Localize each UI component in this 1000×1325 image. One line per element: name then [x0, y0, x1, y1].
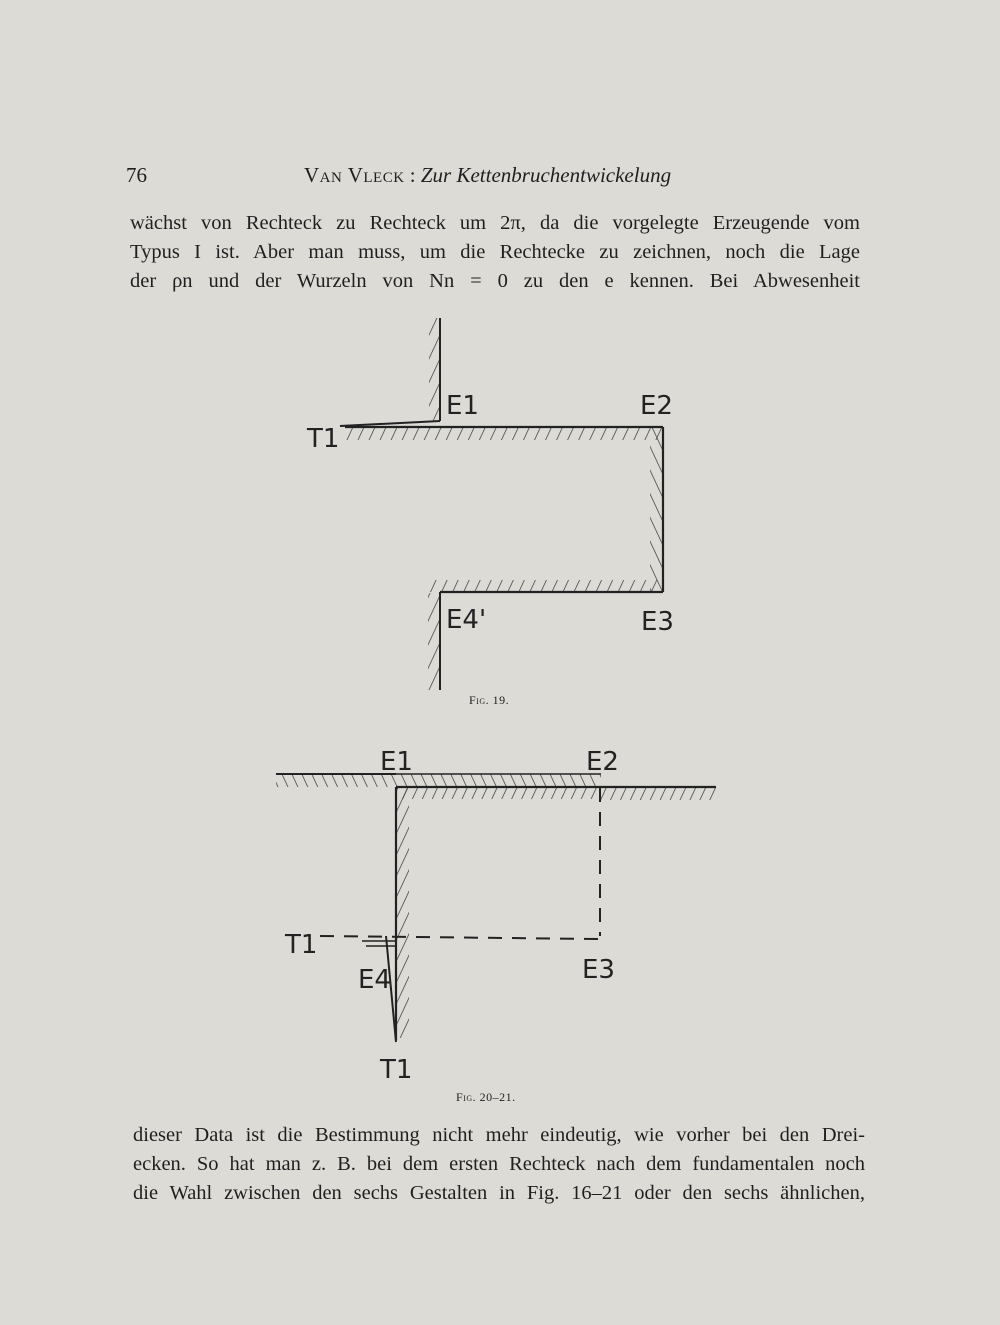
fig19-label-e2: E2 [640, 391, 673, 421]
fig20-label-e1: E1 [380, 747, 413, 777]
fig20-hatch-vertical [396, 788, 409, 1038]
fig19-label-e4: E4' [446, 605, 487, 635]
article-title: Zur Kettenbruchentwickelung [420, 163, 672, 187]
text-line: Typus I ist. Aber man muss, um die Rechtecke zu zeichnen, noch die Lage [130, 241, 860, 263]
fig20-hatch-middle-lower [396, 787, 601, 799]
fig20-label-t1-bottom: T1 [380, 1055, 413, 1085]
fig20-label-e3: E3 [582, 955, 615, 985]
fig20-21-caption: Fig. 20–21. [456, 1090, 516, 1104]
fig20-dashed-bottom [320, 936, 600, 939]
fig19-label-e1: E1 [446, 391, 479, 421]
author-name: Van Vleck [304, 163, 405, 187]
text-line: dieser Data ist die Bestimmung nicht mehr eindeutig, wie vorher bei den Drei- [133, 1124, 865, 1146]
text-line: der ρn und der Wurzeln von Nn = 0 zu den e kennen. Bei Abwesenheit [130, 270, 860, 292]
fig19-caption: Fig. 19. [469, 693, 510, 707]
text-line: die Wahl zwischen den sechs Gestalten in Fig. 16–21 oder den sechs ähnlichen, [133, 1182, 865, 1204]
fig20-label-e4: E4 [358, 965, 391, 995]
fig20-hatch-left [276, 774, 396, 787]
text-line: ecken. So hat man z. B. bei dem ersten Rechteck nach dem fundamentalen noch [133, 1153, 865, 1175]
fig19-label-e3: E3 [641, 607, 674, 637]
title-separator: : [404, 163, 421, 187]
page-number: 76 [126, 163, 147, 187]
paragraph-bottom [133, 1121, 865, 1208]
fig20-label-t1-left: T1 [285, 930, 318, 960]
fig20-hatch-middle [396, 774, 601, 787]
fig20-label-e2: E2 [586, 747, 619, 777]
fig20-drawing [276, 774, 716, 1042]
text-line: wächst von Rechteck zu Rechteck um 2π, da die vorgelegte Erzeugende vom [130, 212, 860, 234]
fig20-hatch-right [601, 787, 716, 800]
fig19-label-t1: T1 [307, 424, 340, 454]
